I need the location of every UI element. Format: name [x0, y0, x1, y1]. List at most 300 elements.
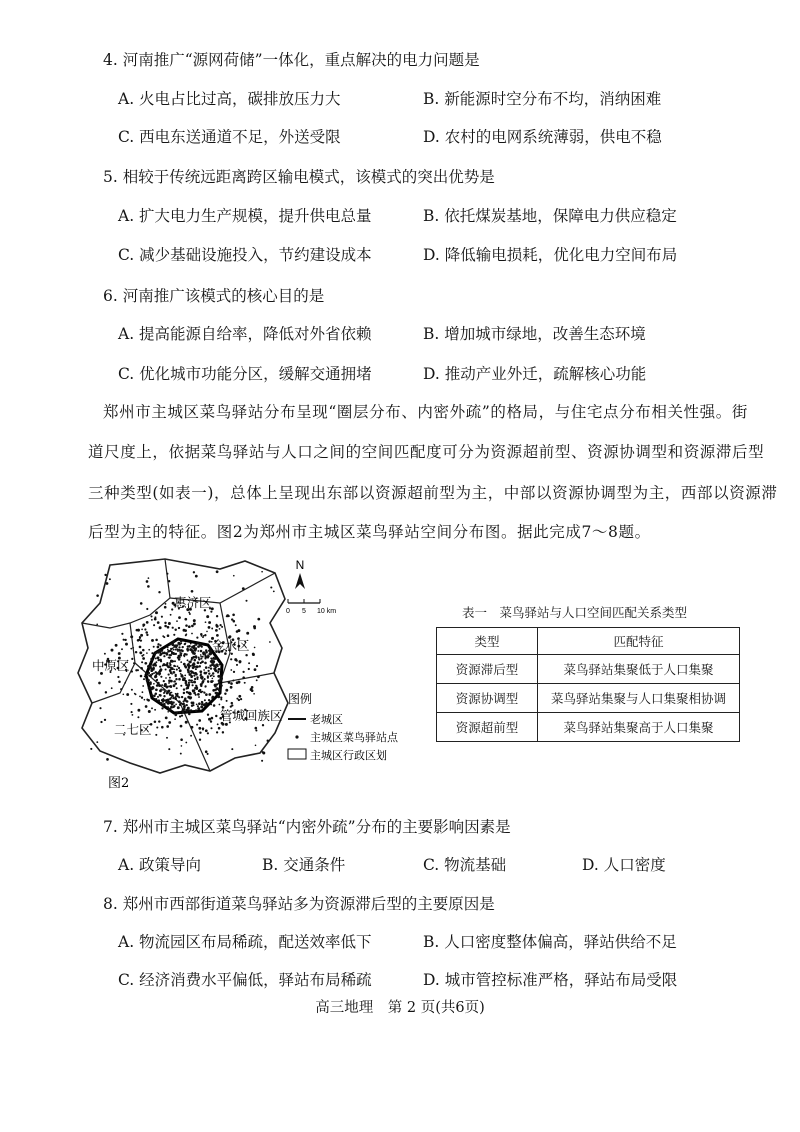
station-dot — [163, 704, 166, 707]
station-dot — [120, 688, 122, 690]
station-dot — [131, 658, 133, 660]
station-dot — [167, 649, 169, 651]
station-dot — [144, 628, 146, 630]
question-7-option-a: A. 政策导向 — [118, 856, 202, 874]
station-dot — [168, 721, 171, 724]
station-dot — [156, 726, 158, 728]
station-dot — [135, 651, 137, 653]
station-dot — [168, 674, 170, 676]
station-dot — [142, 657, 145, 660]
station-dot — [157, 643, 159, 645]
station-dot — [181, 715, 183, 717]
station-dot — [131, 689, 133, 691]
station-dot — [184, 656, 186, 658]
station-dot — [124, 682, 126, 684]
station-dot — [262, 724, 264, 726]
station-dot — [185, 666, 188, 669]
station-dot — [169, 677, 171, 679]
station-dot — [146, 699, 148, 701]
station-dot — [180, 652, 182, 654]
station-dot — [203, 669, 205, 671]
station-dot — [180, 753, 182, 755]
station-dot — [164, 691, 166, 693]
station-dot — [188, 713, 191, 716]
station-dot — [208, 693, 211, 696]
station-dot — [185, 643, 187, 645]
station-dot — [245, 600, 247, 602]
north-label: N — [295, 558, 305, 572]
station-dot — [179, 657, 181, 659]
station-dot — [151, 619, 153, 621]
station-dot — [185, 742, 187, 744]
station-dot — [179, 649, 182, 652]
station-dot — [173, 706, 175, 708]
station-dot — [98, 682, 101, 685]
station-dot — [203, 691, 205, 693]
station-dot — [100, 721, 102, 723]
question-7-stem: 7. 郑州市主城区菜鸟驿站“内密外疏”分布的主要影响因素是 — [103, 818, 511, 836]
station-dot — [233, 575, 235, 577]
station-dot — [178, 667, 180, 669]
station-dot — [139, 637, 141, 639]
station-dot — [150, 615, 152, 617]
station-dot — [137, 669, 139, 671]
station-dot — [161, 726, 164, 729]
station-dot — [182, 711, 185, 714]
question-5-stem: 5. 相较于传统远距离跨区输电模式，该模式的突出优势是 — [103, 168, 495, 186]
station-dot — [131, 670, 133, 672]
station-dot — [218, 671, 220, 673]
station-dot — [155, 688, 158, 691]
station-dot — [195, 668, 197, 670]
station-dot — [199, 670, 202, 673]
station-dot — [195, 709, 198, 712]
station-dot — [214, 684, 217, 687]
station-dot — [160, 702, 163, 705]
station-dot — [96, 624, 98, 626]
station-dot — [143, 654, 145, 656]
table-row — [437, 713, 740, 742]
station-dot — [195, 685, 197, 687]
station-dot — [168, 748, 170, 750]
station-dot — [219, 624, 221, 626]
station-dot — [170, 614, 172, 616]
station-dot — [184, 697, 186, 699]
station-dot — [96, 741, 98, 743]
station-dot — [176, 712, 178, 714]
station-dot — [169, 670, 171, 672]
station-dot — [193, 619, 196, 622]
station-dot — [186, 700, 189, 703]
station-dot — [148, 710, 151, 713]
station-dot — [208, 699, 210, 701]
station-dot — [166, 692, 168, 694]
station-dot — [123, 694, 125, 696]
station-dot — [203, 635, 205, 637]
station-dot — [231, 748, 233, 750]
table-header-type: 类型 — [437, 628, 538, 655]
station-dot — [161, 616, 163, 618]
station-dot — [96, 594, 99, 597]
station-dot — [267, 740, 269, 742]
station-dot — [161, 707, 163, 709]
station-dot — [168, 682, 170, 684]
station-dot — [246, 632, 249, 635]
station-dot — [140, 634, 143, 637]
station-dot — [221, 685, 223, 687]
station-dot — [167, 634, 170, 637]
station-dot — [170, 672, 172, 674]
station-dot — [194, 678, 196, 680]
station-dot — [164, 664, 166, 666]
station-dot — [230, 682, 233, 685]
station-dot — [157, 651, 160, 654]
station-dot — [205, 649, 207, 651]
station-dot — [231, 653, 233, 655]
station-dot — [237, 629, 240, 632]
station-dot — [222, 731, 224, 733]
station-dot — [155, 611, 158, 614]
station-dot — [194, 659, 197, 662]
map-figure — [70, 553, 430, 793]
station-dot — [173, 669, 175, 671]
station-dot — [162, 665, 164, 667]
station-dot — [200, 685, 202, 687]
station-dot — [202, 728, 204, 730]
station-dot — [126, 693, 129, 696]
station-dot — [202, 656, 204, 658]
station-dot — [166, 737, 168, 739]
station-dot — [167, 626, 170, 629]
station-dot — [195, 687, 198, 690]
station-dot — [152, 668, 154, 670]
station-dot — [173, 684, 176, 687]
station-dot — [169, 694, 171, 696]
station-dot — [197, 661, 200, 664]
question-5-option-d: D. 降低输电损耗，优化电力空间布局 — [423, 246, 678, 264]
station-dot — [118, 652, 121, 655]
station-dot — [239, 662, 241, 664]
station-dot — [176, 648, 179, 651]
station-dot — [142, 691, 144, 693]
station-dot — [221, 678, 223, 680]
question-4-option-b: B. 新能源时空分布不均，消纳困难 — [423, 90, 662, 108]
station-dot — [230, 686, 233, 689]
station-dot — [212, 696, 215, 699]
station-dot — [177, 665, 179, 667]
station-dot — [190, 673, 192, 675]
station-dot — [202, 703, 204, 705]
station-dot — [143, 624, 146, 627]
station-dot — [195, 657, 197, 659]
station-dot — [174, 680, 176, 682]
station-dot — [168, 679, 171, 682]
station-dot — [170, 643, 172, 645]
station-dot — [90, 748, 92, 750]
station-dot — [207, 753, 209, 755]
station-dot — [236, 664, 238, 666]
station-dot — [208, 621, 211, 624]
station-dot — [158, 699, 160, 701]
station-dot — [144, 676, 146, 678]
station-dot — [169, 650, 171, 652]
station-dot — [273, 591, 275, 593]
table-header-row — [437, 628, 740, 655]
station-dot — [232, 680, 234, 682]
station-dot — [147, 585, 150, 588]
station-dot — [166, 573, 168, 575]
station-dot — [160, 660, 162, 662]
station-dot — [257, 618, 260, 621]
station-dot — [242, 587, 245, 590]
station-dot — [157, 646, 160, 649]
station-dot — [165, 677, 167, 679]
station-dot — [204, 634, 206, 636]
scale-label-0: 0 — [286, 608, 290, 615]
question-7-option-d: D. 人口密度 — [582, 856, 666, 874]
station-dot — [153, 694, 156, 697]
station-dot — [167, 711, 169, 713]
station-dot — [164, 622, 166, 624]
station-dot — [205, 685, 207, 687]
station-dot — [140, 675, 143, 678]
station-dot — [125, 643, 128, 646]
station-dot — [165, 701, 167, 703]
station-dot — [171, 660, 174, 663]
station-dot — [253, 625, 256, 628]
station-dot — [177, 706, 180, 709]
station-dot — [255, 745, 257, 747]
passage-line-3: 三种类型(如表一)，总体上呈现出东部以资源超前型为主，中部以资源协调型为主，西部以资源滞 — [88, 484, 778, 502]
station-dot — [151, 652, 153, 654]
question-8-option-a: A. 物流园区布局稀疏，配送效率低下 — [118, 933, 372, 951]
station-dot — [198, 719, 201, 722]
station-dot — [216, 693, 219, 696]
station-dot — [196, 641, 198, 643]
station-dot — [205, 673, 207, 675]
station-dot — [180, 673, 182, 675]
station-dot — [215, 663, 218, 666]
station-dot — [200, 650, 203, 653]
station-dot — [191, 625, 194, 628]
station-dot — [205, 666, 208, 669]
station-dot — [140, 667, 143, 670]
station-dot — [178, 646, 180, 648]
station-dot — [154, 652, 157, 655]
station-dot — [207, 714, 209, 716]
station-dot — [207, 675, 209, 677]
station-dot — [172, 627, 174, 629]
station-dot — [146, 634, 148, 636]
station-dot — [251, 689, 254, 692]
station-dot — [187, 684, 190, 687]
station-dot — [163, 655, 165, 657]
station-dot — [174, 629, 176, 631]
station-dot — [197, 693, 200, 696]
station-dot — [195, 644, 197, 646]
district-label-jinshui: 金水区 — [212, 638, 250, 653]
station-dot — [164, 606, 167, 609]
station-dot — [145, 631, 148, 634]
station-dot — [216, 634, 219, 637]
station-dot — [220, 697, 222, 699]
station-dot — [184, 675, 186, 677]
station-dot — [132, 714, 134, 716]
station-dot — [208, 673, 210, 675]
station-dot — [221, 626, 223, 628]
station-dot — [180, 725, 183, 728]
station-dot — [154, 618, 157, 621]
station-dot — [226, 614, 229, 617]
table-cell-type: 资源协调型 — [437, 684, 538, 713]
station-dot — [159, 694, 162, 697]
station-dot — [233, 620, 236, 623]
station-dot — [216, 624, 218, 626]
station-dot — [178, 616, 181, 619]
station-dot — [262, 751, 264, 753]
station-dot — [139, 646, 142, 649]
station-dot — [218, 727, 221, 730]
station-dot — [214, 688, 217, 691]
station-dot — [179, 712, 181, 714]
station-dot — [158, 671, 160, 673]
station-dot — [173, 634, 175, 636]
station-dot — [270, 586, 272, 588]
station-dot — [163, 699, 165, 701]
station-dot — [238, 695, 241, 698]
station-dot — [190, 682, 192, 684]
scale-label-5: 5 — [302, 608, 306, 615]
station-dot — [189, 660, 192, 663]
station-dot — [157, 656, 160, 659]
station-dot — [201, 646, 203, 648]
station-dot — [212, 678, 214, 680]
station-dot — [190, 675, 193, 678]
station-dot — [254, 668, 257, 671]
station-dot — [178, 678, 181, 681]
station-dot — [146, 652, 148, 654]
station-dot — [231, 702, 233, 704]
passage-line-2: 道尺度上，依据菜鸟驿站与人口之间的空间匹配度可分为资源超前型、资源协调型和资源滞后型 — [88, 443, 765, 461]
station-dot — [185, 653, 187, 655]
station-dot — [152, 687, 154, 689]
station-dot — [204, 655, 207, 658]
station-dot — [230, 658, 232, 660]
legend-district-box — [288, 749, 306, 759]
table-cell-feature: 菜鸟驿站集聚与人口集聚相协调 — [538, 684, 740, 713]
legend-title: 图例 — [288, 692, 313, 706]
station-dot — [153, 646, 155, 648]
station-dot — [163, 695, 165, 697]
station-dot — [153, 624, 155, 626]
station-dot — [173, 646, 175, 648]
station-dot — [210, 675, 212, 677]
station-dot — [130, 635, 133, 638]
station-dot — [188, 625, 191, 628]
station-dot — [208, 667, 210, 669]
station-dot — [141, 661, 143, 663]
station-dot — [244, 682, 246, 684]
station-dot — [192, 671, 194, 673]
question-4-stem: 4. 河南推广“源网荷储”一体化，重点解决的电力问题是 — [103, 51, 480, 69]
station-dot — [171, 703, 174, 706]
station-dot — [191, 648, 193, 650]
station-dot — [118, 681, 121, 684]
station-dot — [146, 621, 149, 624]
station-dot — [155, 639, 158, 642]
station-dot — [210, 720, 212, 722]
match-type-table — [436, 627, 740, 742]
station-dot — [187, 645, 189, 647]
question-8-option-b: B. 人口密度整体偏高，驿站供给不足 — [423, 933, 677, 951]
station-dot — [193, 571, 195, 573]
station-dot — [168, 656, 170, 658]
station-dot — [143, 678, 145, 680]
station-dot — [208, 640, 210, 642]
station-dot — [195, 575, 198, 578]
legend-station: 主城区菜鸟驿站点 — [310, 731, 398, 744]
station-dot — [164, 625, 167, 628]
station-dot — [216, 731, 218, 733]
station-dot — [235, 624, 237, 626]
station-dot — [179, 715, 181, 717]
station-dot — [145, 672, 147, 674]
passage-line-1: 郑州市主城区菜鸟驿站分布呈现“圈层分布、内密外疏”的格局，与住宅点分布相关性强。街 — [103, 403, 748, 421]
station-dot — [165, 664, 168, 667]
station-dot — [233, 671, 235, 673]
station-dot — [162, 689, 164, 691]
station-dot — [170, 685, 172, 687]
station-dot — [109, 578, 111, 580]
station-dot — [159, 666, 161, 668]
station-dot — [151, 707, 153, 709]
station-dot — [124, 639, 126, 641]
station-dot — [155, 671, 157, 673]
station-dot — [207, 732, 209, 734]
district-boundary-line — [82, 559, 170, 628]
scale-label-10: 10 km — [317, 608, 337, 615]
question-4-option-c: C. 西电东送通道不足，外送受限 — [118, 128, 341, 146]
station-dot — [188, 682, 190, 684]
station-dot — [198, 702, 201, 705]
station-dot — [178, 700, 181, 703]
station-dot — [165, 686, 168, 689]
station-dot — [200, 658, 202, 660]
station-dot — [157, 682, 160, 685]
station-dot — [111, 687, 113, 689]
station-dot — [154, 709, 156, 711]
station-dot — [202, 681, 204, 683]
station-dot — [228, 681, 231, 684]
station-dot — [150, 658, 152, 660]
station-dot — [159, 626, 162, 629]
station-dot — [168, 622, 171, 625]
station-dot — [169, 666, 171, 668]
question-6-option-c: C. 优化城市功能分区，缓解交通拥堵 — [118, 365, 372, 383]
station-dot — [201, 701, 203, 703]
station-dot — [189, 692, 192, 695]
station-dot — [187, 659, 189, 661]
table-row — [437, 655, 740, 684]
station-dot — [160, 676, 162, 678]
station-dot — [154, 721, 157, 724]
station-dot — [197, 707, 200, 710]
station-dot — [189, 697, 192, 700]
station-dot — [197, 705, 199, 707]
station-dot — [158, 591, 160, 593]
station-dot — [242, 671, 244, 673]
station-dot — [211, 717, 214, 720]
